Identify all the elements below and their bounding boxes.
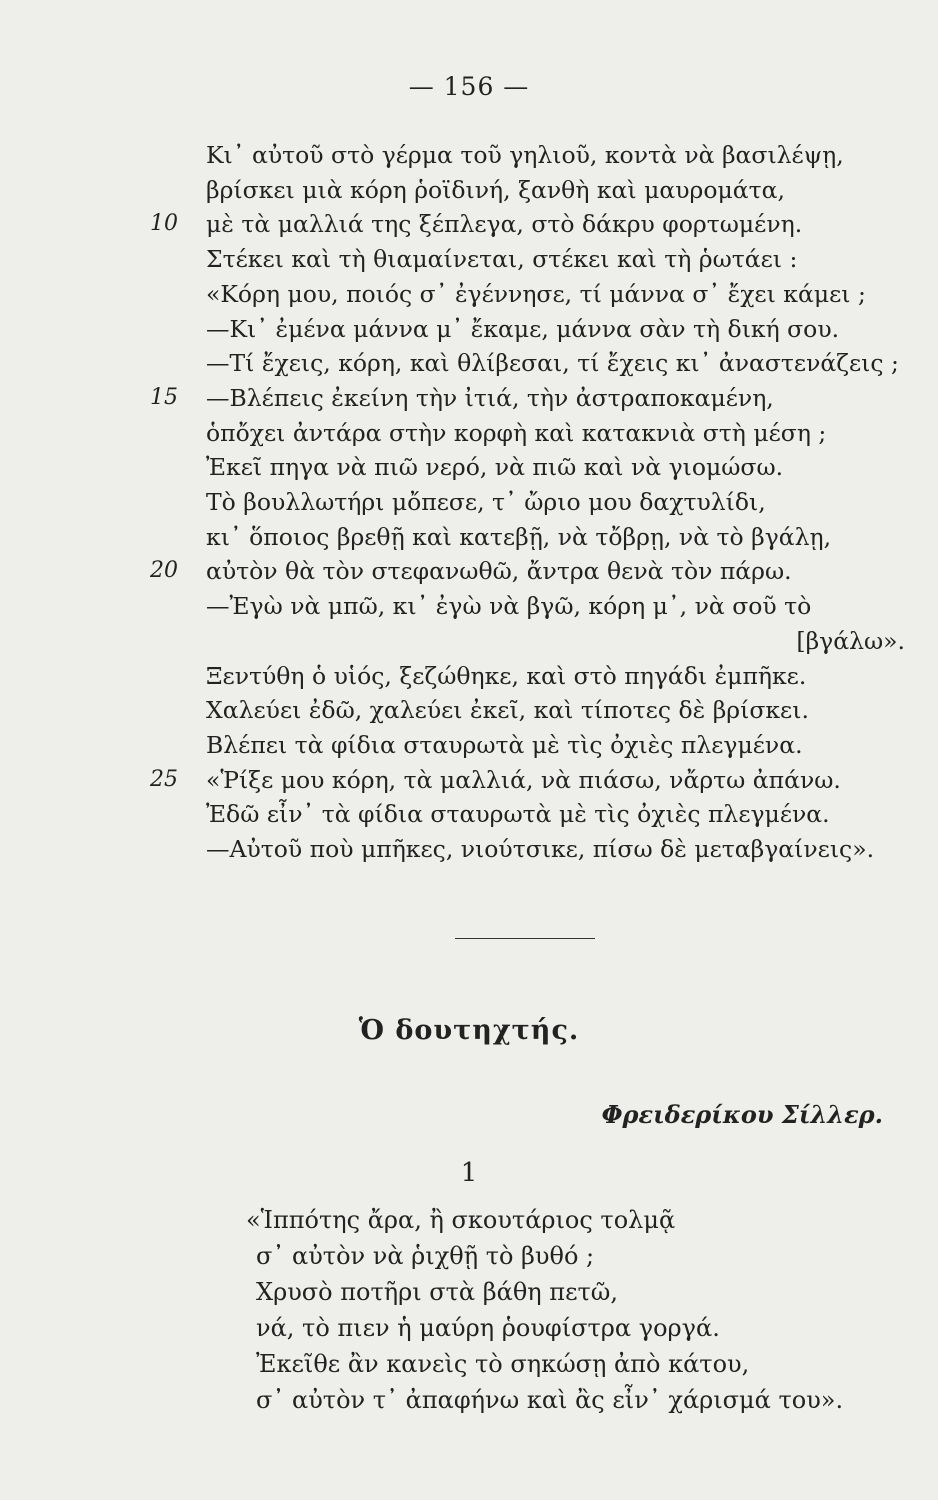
poem-line: —Ἐγὼ νὰ μπῶ, κι᾿ ἐγὼ νὰ βγῶ, κόρη μ᾿, νὰ σοῦ τὸ bbox=[206, 592, 812, 621]
poem-line: Κι᾿ αὐτοῦ στὸ γέρμα τοῦ γηλιοῦ, κοντὰ νὰ βασιλέψῃ, bbox=[206, 141, 844, 169]
poem-line: Ξεντύθη ὁ υἱός, ξεζώθηκε, καὶ στὸ πηγάδι ἐμπῆκε. bbox=[206, 661, 807, 690]
section-divider bbox=[455, 938, 595, 939]
line-number: 25 bbox=[150, 766, 178, 792]
poem-line: Χαλεύει ἐδῶ, χαλεύει ἐκεῖ, καὶ τίποτες δὲ βρίσκει. bbox=[206, 696, 809, 725]
poem-title: Ὁ δουτηχτής. bbox=[358, 1015, 580, 1046]
poem-line: «Ῥίξε μου κόρη, τὰ μαλλιά, νὰ πιάσω, νἄρτω ἀπάνω. bbox=[206, 765, 841, 794]
stanza-line: «Ἱππότης ἄρα, ἢ σκουτάριος τολμᾷ bbox=[246, 1206, 676, 1234]
poem-line: μὲ τὰ μαλλιά της ξέπλεγα, στὸ δάκρυ φορτωμένη. bbox=[206, 210, 803, 239]
stanza-line: σ᾿ αὐτὸν νὰ ῥιχθῇ τὸ βυθό ; bbox=[256, 1242, 595, 1270]
poem-line: —Κι᾿ ἐμένα μάννα μ᾿ ἔκαμε, μάννα σὰν τὴ δική σου. bbox=[206, 314, 840, 343]
line-number: 10 bbox=[150, 211, 178, 237]
poem-line: αὐτὸν θὰ τὸν στεφανωθῶ, ἄντρα θενὰ τὸν πάρω. bbox=[206, 557, 792, 586]
poem-line: Τὸ βουλλωτήρι μὄπεσε, τ᾿ ὤριο μου δαχτυλίδι, bbox=[206, 488, 766, 516]
poem-line: Ἐδῶ εἶν᾿ τὰ φίδια σταυρωτὰ μὲ τὶς ὀχιὲς πλεγμένα. bbox=[206, 800, 830, 829]
poem-line: κι᾿ ὅποιος βρεθῇ καὶ κατεβῇ, νὰ τὄβρῃ, νὰ τὸ βγάλῃ, bbox=[206, 522, 832, 551]
stanza-line: νά, τὸ πιεν ἡ μαύρη ῥουφίστρα γοργά. bbox=[256, 1314, 720, 1342]
poem-line: «Κόρη μου, ποιός σ᾿ ἐγέννησε, τί μάννα σ᾿ ἔχει κάμει ; bbox=[206, 279, 866, 308]
poem-line: Βλέπει τὰ φίδια σταυρωτὰ μὲ τὶς ὀχιὲς πλεγμένα. bbox=[206, 730, 803, 759]
poem-line: —Βλέπεις ἐκείνη τὴν ἰτιά, τὴν ἀστραποκαμένη, bbox=[206, 383, 774, 412]
poem-author: Φρειδερίκου Σίλλερ. bbox=[601, 1100, 883, 1129]
page-number: — 156 — bbox=[408, 72, 530, 101]
poem-line: —Αὐτοῦ ποὺ μπῆκες, νιούτσικε, πίσω δὲ μεταβγαίνεις». bbox=[206, 835, 875, 863]
poem-line: Ἐκεῖ πηγα νὰ πιῶ νερό, νὰ πιῶ καὶ νὰ γιομώσω. bbox=[206, 453, 784, 482]
stanza-line: Χρυσὸ ποτῆρι στὰ βάθη πετῶ, bbox=[256, 1278, 618, 1306]
stanza-line: σ᾿ αὐτὸν τ᾿ ἀπαφήνω καὶ ἂς εἶν᾿ χάρισμά του». bbox=[256, 1386, 844, 1414]
poem-line: Στέκει καὶ τὴ θιαμαίνεται, στέκει καὶ τὴ ῥωτάει : bbox=[206, 245, 798, 274]
line-number: 20 bbox=[150, 558, 178, 584]
poem-line: —Τί ἔχεις, κόρη, καὶ θλίβεσαι, τί ἔχεις κι᾿ ἀναστενάζεις ; bbox=[206, 349, 899, 378]
poem-line: ὁπὄχει ἀντάρα στὴν κορφὴ καὶ κατακνιὰ στὴ μέση ; bbox=[206, 418, 827, 447]
line-number: 15 bbox=[150, 384, 178, 410]
stanza-number: 1 bbox=[460, 1158, 478, 1188]
poem-line: [βγάλω». bbox=[796, 626, 905, 655]
poem-line: βρίσκει μιὰ κόρη ῥοϊδινή, ξανθὴ καὶ μαυρομάτα, bbox=[206, 175, 785, 204]
stanza-line: Ἐκεῖθε ἂν κανεὶς τὸ σηκώσῃ ἀπὸ κάτου, bbox=[256, 1350, 750, 1378]
